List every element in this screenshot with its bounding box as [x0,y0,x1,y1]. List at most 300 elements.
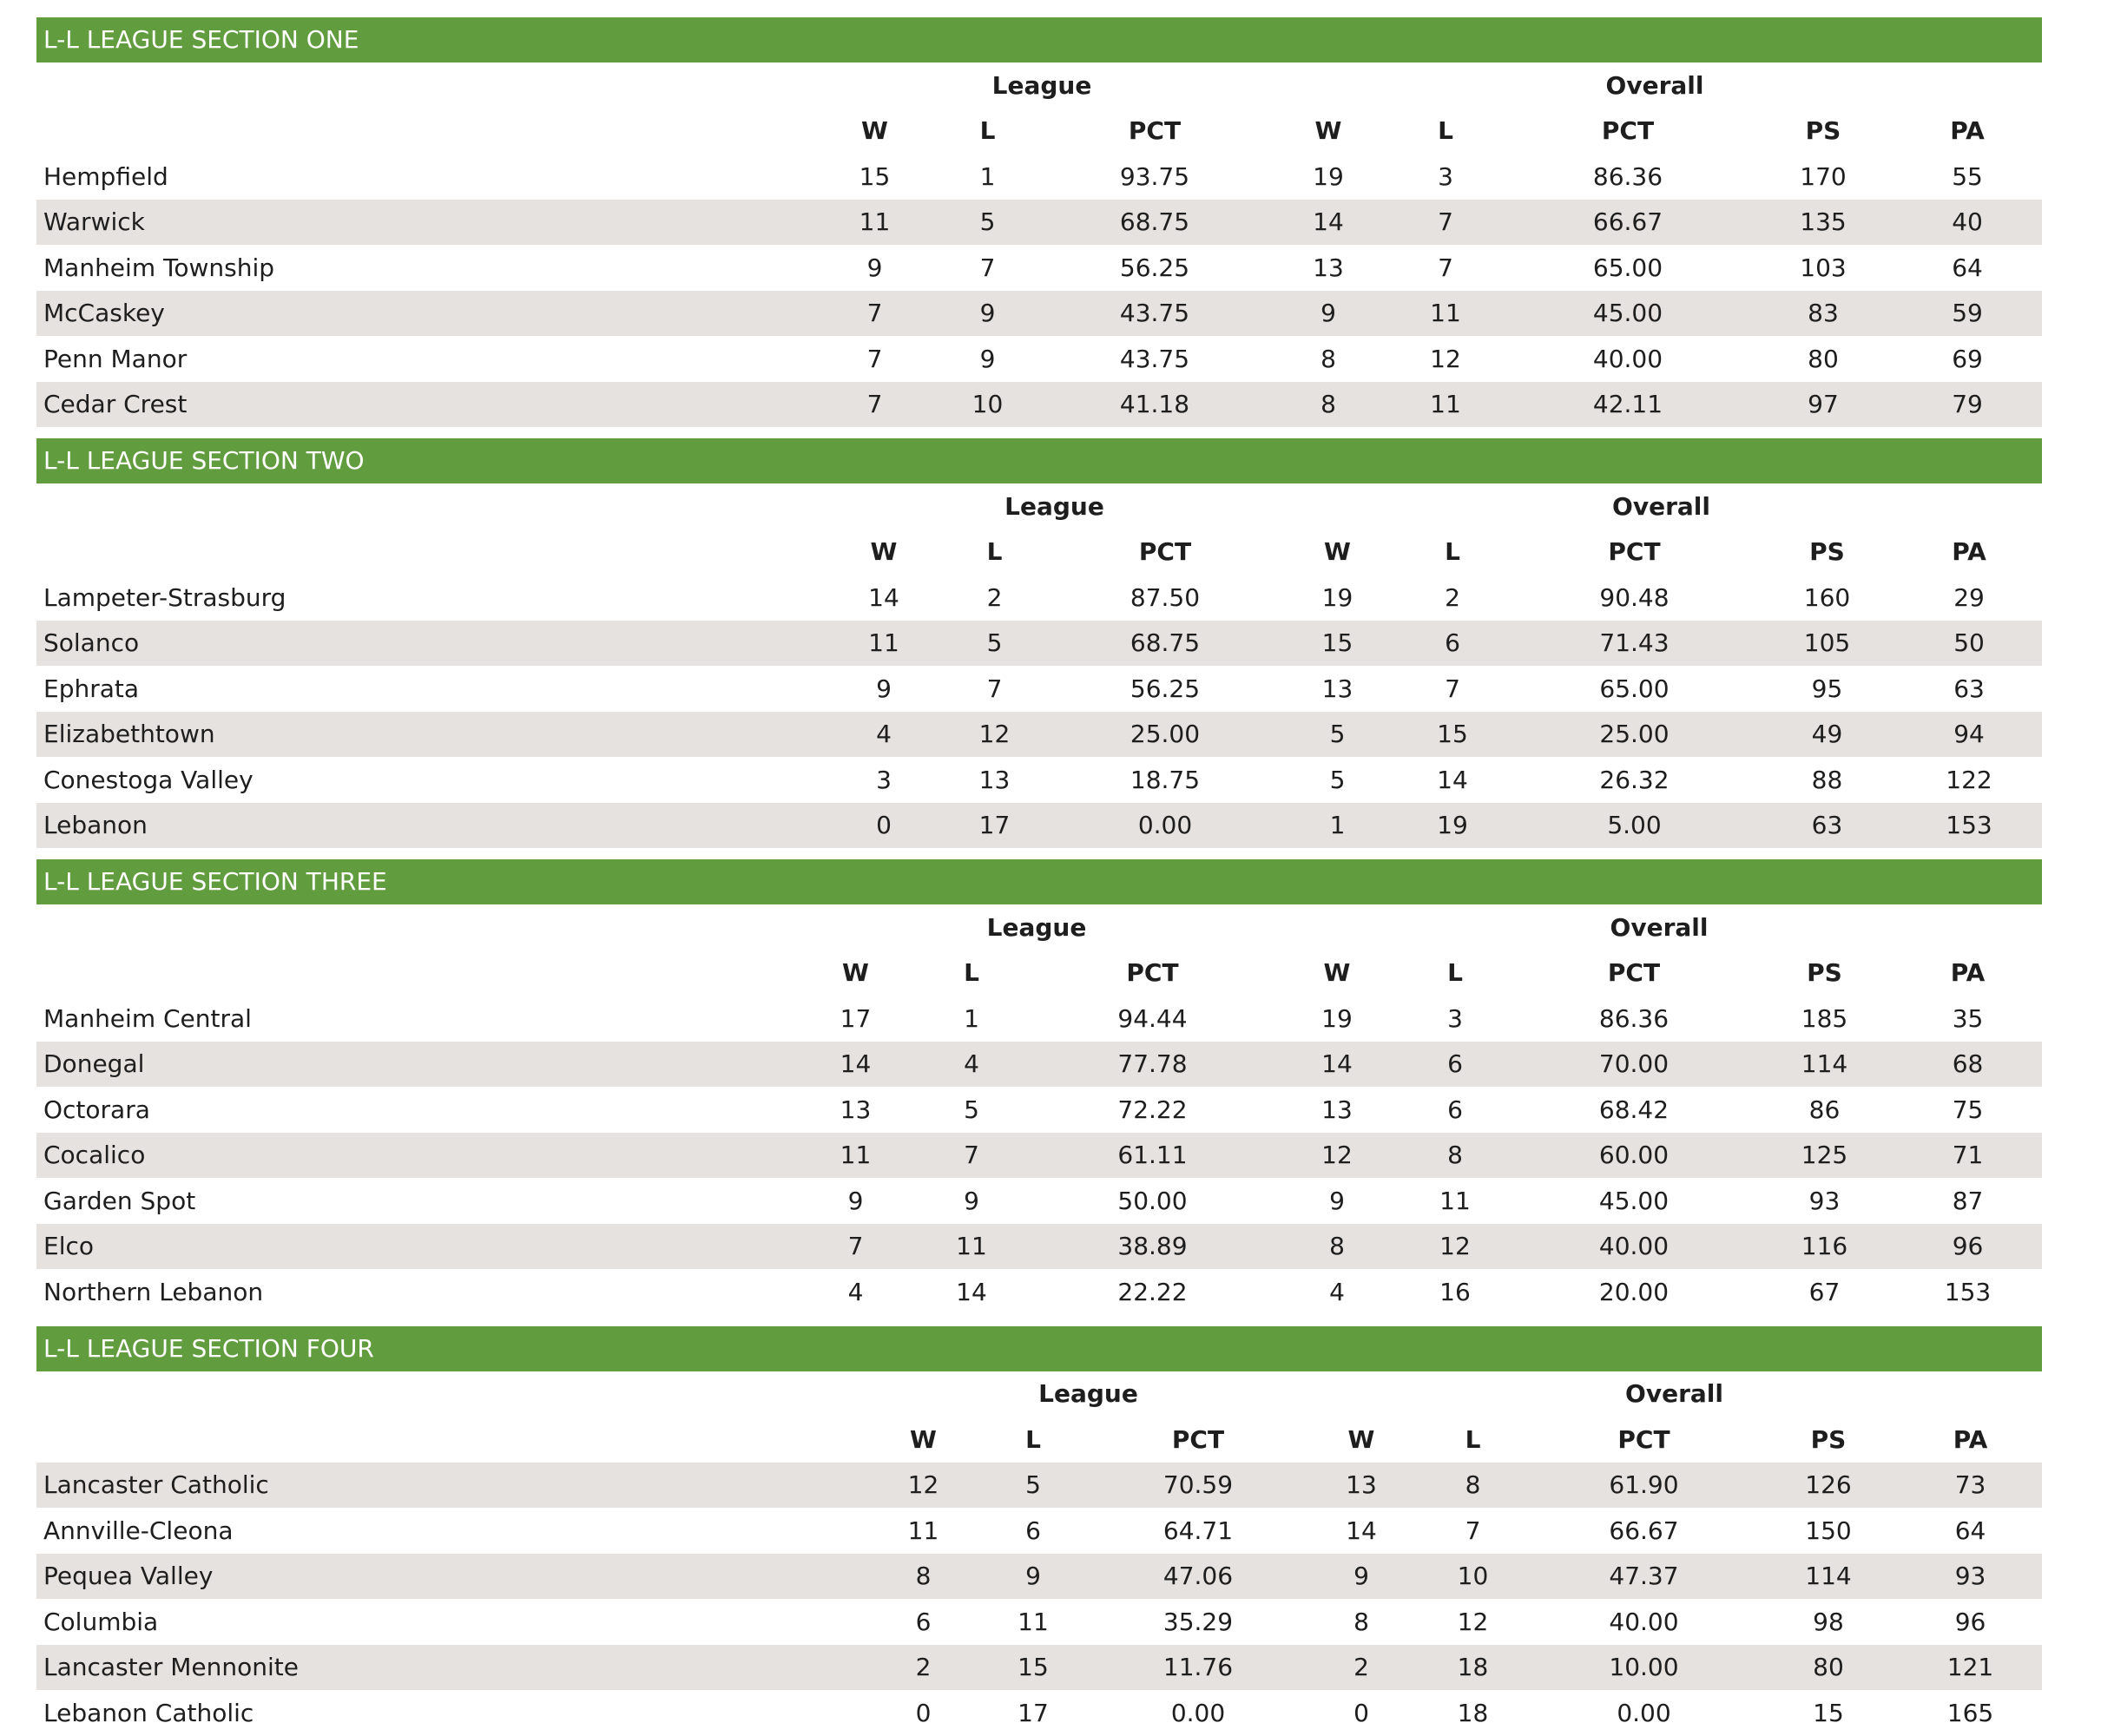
stat-cell: 66.67 [1609,1516,1679,1545]
stat-cell: 8 [1416,1463,1530,1509]
stat-cell: 68.42 [1598,1095,1670,1124]
team-name: Hempfield [43,161,168,191]
stat-cell: 8 [1321,344,1336,373]
overall-group-header: Overall [1625,1379,1723,1409]
stat-cell: 65.00 [1599,674,1670,703]
stat-cell: 86 [1808,1095,1841,1124]
stat-cell: 56.25 [1130,674,1201,703]
stat-cell: 19 [1321,1003,1353,1033]
stat-cell: 18.75 [1130,765,1201,794]
stat-cell: 7 [1465,1516,1481,1545]
stat-cell: 59 [1893,291,2042,337]
column-header: L [979,116,996,146]
stat-cell: 8 [1353,1607,1369,1636]
team-name: Annville-Cleona [43,1516,234,1545]
stat-cell: 14 [868,582,899,612]
section-title: L-L LEAGUE SECTION TWO [36,438,2042,483]
stat-cell: 90.48 [1599,582,1670,612]
stat-cell: 12 [1276,1133,1398,1179]
column-header-row [36,108,2042,155]
standings-section [36,17,2042,427]
stat-cell: 86.36 [1598,1003,1670,1033]
stat-cell: 9 [964,1186,979,1215]
table-row [36,291,2042,337]
stat-cell: 98 [1813,1607,1844,1636]
stat-cell: 9 [866,253,883,282]
column-header: W [1323,958,1351,988]
column-header: PS [1807,958,1842,988]
stat-cell: 77.78 [1029,1042,1276,1088]
stat-cell: 7 [914,1133,1029,1179]
stat-cell: 93 [1808,1186,1841,1215]
stat-cell: 7 [797,1224,914,1270]
stat-cell: 114 [1758,1554,1899,1600]
stat-cell: 122 [1946,765,1992,794]
team-name: Lebanon [36,803,828,849]
stat-cell: 35 [1952,1003,1984,1033]
stat-cell: 17 [939,803,1050,849]
stat-cell: 63 [1953,674,1985,703]
column-header: W [842,958,869,988]
team-header-blank [36,108,816,155]
stat-cell: 87.50 [1130,582,1201,612]
column-header: W [870,537,898,567]
table-row [36,996,2042,1042]
stat-cell: 6 [1394,621,1511,667]
team-name: Northern Lebanon [43,1277,264,1306]
column-header: PA [1950,958,1986,988]
stat-cell: 79 [1893,382,2042,428]
stat-cell: 126 [1758,1463,1899,1509]
column-header-row [36,1417,2042,1463]
stat-cell: 114 [1755,1042,1894,1088]
table-row [36,382,2042,428]
stat-cell: 8 [1398,1133,1512,1179]
stat-cell: 121 [1899,1645,2042,1691]
stat-cell: 2 [986,582,1003,612]
section-title: L-L LEAGUE SECTION ONE [36,17,2042,62]
stat-cell: 17 [1018,1698,1049,1727]
column-header: PCT [1128,116,1182,146]
table-row [36,1178,2042,1224]
column-header: W [910,1424,937,1454]
table-row [36,1554,2042,1600]
stat-cell: 13 [1307,1463,1416,1509]
team-header-blank [36,1371,870,1417]
team-header-blank [36,529,828,575]
column-header: PS [1810,1424,1847,1454]
team-name: Manheim Central [43,1003,252,1033]
table-row [36,575,2042,621]
stat-cell: 6 [1025,1516,1041,1545]
standings-section [36,1326,2042,1736]
table-row [36,154,2042,200]
stat-cell: 97 [1754,382,1893,428]
stat-cell: 3 [1447,1003,1463,1033]
stat-cell: 9 [876,674,892,703]
stat-cell: 19 [1321,582,1353,612]
stat-cell: 87 [1952,1186,1984,1215]
stat-cell: 5 [977,1463,1090,1509]
stat-cell: 67 [1808,1277,1841,1306]
stat-cell: 7 [986,674,1003,703]
stat-cell: 6 [1447,1095,1463,1124]
stat-cell: 18 [1457,1698,1489,1727]
table-row [36,245,2042,291]
column-header: W [1347,1424,1375,1454]
stat-cell: 60.00 [1512,1133,1755,1179]
stat-cell: 9 [979,344,996,373]
stat-cell: 9 [847,1186,864,1215]
team-header-blank [36,904,797,950]
stat-cell: 42.11 [1502,382,1754,428]
stat-cell: 64 [1952,253,1983,282]
stat-cell: 94.44 [1117,1003,1188,1033]
stat-cell: 22.22 [1117,1277,1188,1306]
stat-cell: 19 [1313,161,1344,191]
stat-cell: 40.00 [1609,1607,1679,1636]
stat-cell: 153 [1944,1277,1992,1306]
column-header: W [861,116,888,146]
team-name: Columbia [43,1607,159,1636]
stat-cell: 66.67 [1502,200,1754,246]
stat-cell: 55 [1952,161,1983,191]
stat-cell: 40.00 [1512,1224,1755,1270]
stat-cell: 14 [797,1042,914,1088]
stat-cell: 0 [828,803,939,849]
team-header-blank [36,950,797,996]
stat-cell: 11 [914,1224,1029,1270]
stat-cell: 93.75 [1119,161,1190,191]
stat-cell: 16 [1439,1277,1471,1306]
stat-cell: 83 [1754,291,1893,337]
stat-cell: 11 [1389,291,1502,337]
stat-cell: 88 [1811,765,1843,794]
stat-cell: 15 [977,1645,1090,1691]
stat-cell: 14 [1346,1516,1377,1545]
league-group-header: League [991,70,1092,100]
stat-cell: 61.11 [1029,1133,1276,1179]
team-header-blank [36,62,816,108]
stat-cell: 5 [933,200,1042,246]
table-row [36,1463,2042,1509]
league-group-header: League [986,912,1087,942]
stat-cell: 8 [1268,382,1389,428]
stat-cell: 26.32 [1599,765,1670,794]
stat-cell: 0 [1353,1698,1369,1727]
stat-cell: 86.36 [1592,161,1663,191]
stat-cell: 13 [1321,1095,1353,1124]
stat-cell: 40 [1893,200,2042,246]
stat-cell: 7 [1438,253,1453,282]
stat-cell: 13 [840,1095,872,1124]
stat-cell: 116 [1755,1224,1894,1270]
stat-cell: 96 [1894,1224,2042,1270]
team-name: Warwick [36,200,816,246]
table-row [36,1269,2042,1315]
stat-cell: 11 [828,621,939,667]
standings-section [36,438,2042,848]
stat-cell: 3 [1438,161,1453,191]
column-header: PA [1950,116,1985,146]
group-header-row [36,904,2042,950]
standings-table [36,62,2042,427]
column-header: PCT [1601,116,1655,146]
stat-cell: 11 [1018,1607,1049,1636]
standings-table [36,483,2042,848]
standings-table [36,904,2042,1315]
section-title: L-L LEAGUE SECTION FOUR [36,1326,2042,1371]
column-header-row [36,950,2042,996]
stat-cell: 185 [1801,1003,1848,1033]
stat-cell: 5 [964,1095,979,1124]
stat-cell: 9 [1329,1186,1345,1215]
stat-cell: 0.00 [1050,803,1281,849]
table-row [36,621,2042,667]
column-header: L [1438,116,1453,146]
stat-cell: 4 [847,1277,864,1306]
stat-cell: 12 [1398,1224,1512,1270]
stat-cell: 29 [1953,582,1985,612]
group-header-row [36,62,2042,108]
team-name: Elizabethtown [36,712,828,758]
team-name: Garden Spot [43,1186,196,1215]
overall-group-header: Overall [1610,912,1709,942]
column-header: PS [1809,537,1845,567]
stat-cell: 6 [915,1607,932,1636]
team-header-blank [36,1417,870,1463]
table-row [36,1224,2042,1270]
stat-cell: 7 [979,253,996,282]
stat-cell: 5 [939,621,1050,667]
stat-cell: 10 [1416,1554,1530,1600]
group-header-row [36,483,2042,529]
column-header: L [964,958,979,988]
stat-cell: 7 [1445,674,1460,703]
stat-cell: 50 [1896,621,2042,667]
team-name: Manheim Township [43,253,274,282]
stat-cell: 0.00 [1170,1698,1226,1727]
stat-cell: 47.06 [1090,1554,1307,1600]
column-header: PCT [1617,1424,1670,1454]
stat-cell: 61.90 [1530,1463,1758,1509]
table-row [36,1645,2042,1691]
stat-cell: 80 [1808,344,1839,373]
stat-cell: 15 [1281,621,1394,667]
stat-cell: 13 [978,765,1011,794]
stat-cell: 40.00 [1592,344,1663,373]
stat-cell: 14 [1268,200,1389,246]
league-group-header: League [1038,1379,1138,1409]
table-row [36,1508,2042,1554]
stat-cell: 9 [977,1554,1090,1600]
team-name: McCaskey [36,291,816,337]
stat-cell: 95 [1811,674,1843,703]
stat-cell: 2 [1307,1645,1416,1691]
stat-cell: 1 [964,1003,979,1033]
stat-cell: 4 [914,1042,1029,1088]
stat-cell: 20.00 [1598,1277,1670,1306]
stat-cell: 2 [870,1645,977,1691]
stat-cell: 11 [816,200,933,246]
team-name: Octorara [43,1095,150,1124]
stat-cell: 103 [1800,253,1847,282]
stat-cell: 35.29 [1162,1607,1234,1636]
stat-cell: 15 [859,161,891,191]
column-header: L [1445,537,1460,567]
stat-cell: 5.00 [1511,803,1758,849]
stat-cell: 11.76 [1090,1645,1307,1691]
team-name: Elco [36,1224,797,1270]
stat-cell: 15 [1394,712,1511,758]
stat-cell: 11 [1389,382,1502,428]
stat-cell: 73 [1899,1463,2042,1509]
stat-cell: 56.25 [1119,253,1190,282]
table-row [36,1599,2042,1645]
stat-cell: 68 [1894,1042,2042,1088]
stat-cell: 9 [1268,291,1389,337]
stat-cell: 14 [956,1277,987,1306]
stat-cell: 1 [1281,803,1394,849]
team-name: Lebanon Catholic [43,1698,254,1727]
stat-cell: 14 [1276,1042,1398,1088]
column-header: W [1324,537,1351,567]
stat-cell: 5 [1281,712,1394,758]
table-row [36,1133,2042,1179]
stat-cell: 68.75 [1042,200,1268,246]
stat-cell: 65.00 [1592,253,1663,282]
stat-cell: 18 [1416,1645,1530,1691]
stat-cell: 0.00 [1617,1698,1671,1727]
stat-cell: 13 [1321,674,1353,703]
column-header: PS [1805,116,1841,146]
stat-cell: 13 [1313,253,1344,282]
stat-cell: 17 [840,1003,872,1033]
stat-cell: 47.37 [1530,1554,1758,1600]
stat-cell: 64.71 [1162,1516,1234,1545]
stat-cell: 68.75 [1050,621,1281,667]
stat-cell: 50.00 [1117,1186,1188,1215]
table-row [36,666,2042,712]
team-name: Donegal [36,1042,797,1088]
column-header: PCT [1126,958,1179,988]
stat-cell: 43.75 [1042,291,1268,337]
table-row [36,200,2042,246]
stat-cell: 80 [1758,1645,1899,1691]
stat-cell: 94 [1896,712,2042,758]
stat-cell: 63 [1758,803,1896,849]
table-row [36,1690,2042,1736]
column-header: L [1447,958,1463,988]
stat-cell: 165 [1946,1698,1994,1727]
stat-cell: 153 [1896,803,2042,849]
table-row [36,1087,2042,1133]
standings-section [36,859,2042,1315]
team-name: Pequea Valley [36,1554,870,1600]
stat-cell: 70.59 [1090,1463,1307,1509]
stat-cell: 7 [816,291,933,337]
stat-cell: 72.22 [1117,1095,1188,1124]
stat-cell: 12 [1430,344,1461,373]
stat-cell: 69 [1952,344,1983,373]
stat-cell: 43.75 [1119,344,1190,373]
stat-cell: 9 [1307,1554,1416,1600]
stat-cell: 105 [1758,621,1896,667]
team-name: Conestoga Valley [43,765,254,794]
stat-cell: 7 [866,344,883,373]
stat-cell: 12 [939,712,1050,758]
stat-cell: 11 [907,1516,939,1545]
stat-cell: 96 [1954,1607,1986,1636]
column-header: PA [1953,1424,1988,1454]
team-name: Ephrata [43,674,140,703]
stat-cell: 8 [870,1554,977,1600]
stat-cell: 45.00 [1502,291,1754,337]
team-name: Cocalico [36,1133,797,1179]
stat-cell: 10 [933,382,1042,428]
column-header: PCT [1171,1424,1225,1454]
stat-cell: 4 [1329,1277,1345,1306]
column-header-row [36,529,2042,575]
column-header: PCT [1607,958,1661,988]
standings-page [36,17,2042,1736]
column-header: PA [1952,537,1986,567]
section-title: L-L LEAGUE SECTION THREE [36,859,2042,904]
stat-cell: 25.00 [1050,712,1281,758]
team-name: Lancaster Catholic [36,1463,870,1509]
stat-cell: 64 [1954,1516,1986,1545]
stat-cell: 0 [915,1698,932,1727]
stat-cell: 7 [816,382,933,428]
stat-cell: 170 [1800,161,1847,191]
column-header: L [986,537,1003,567]
stat-cell: 3 [876,765,892,794]
table-row [36,757,2042,803]
table-row [36,1042,2042,1088]
stat-cell: 75 [1952,1095,1984,1124]
overall-group-header: Overall [1605,70,1704,100]
stat-cell: 45.00 [1598,1186,1670,1215]
stat-cell: 19 [1394,803,1511,849]
table-row [36,712,2042,758]
table-row [36,336,2042,382]
stat-cell: 12 [870,1463,977,1509]
team-header-blank [36,483,828,529]
standings-table [36,1371,2042,1736]
stat-cell: 41.18 [1042,382,1268,428]
table-row [36,803,2042,849]
stat-cell: 14 [1437,765,1468,794]
team-name: Penn Manor [43,344,188,373]
column-header: PCT [1138,537,1192,567]
stat-cell: 71.43 [1511,621,1758,667]
stat-cell: 93 [1899,1554,2042,1600]
column-header: PCT [1608,537,1661,567]
column-header: L [1465,1424,1481,1454]
stat-cell: 8 [1276,1224,1398,1270]
team-name: Cedar Crest [36,382,816,428]
team-name: Lancaster Mennonite [36,1645,870,1691]
group-header-row [36,1371,2042,1417]
stat-cell: 49 [1758,712,1896,758]
stat-cell: 70.00 [1512,1042,1755,1088]
stat-cell: 71 [1894,1133,2042,1179]
stat-cell: 135 [1754,200,1893,246]
stat-cell: 10.00 [1530,1645,1758,1691]
overall-group-header: Overall [1612,491,1710,521]
stat-cell: 15 [1813,1698,1844,1727]
stat-cell: 38.89 [1029,1224,1276,1270]
